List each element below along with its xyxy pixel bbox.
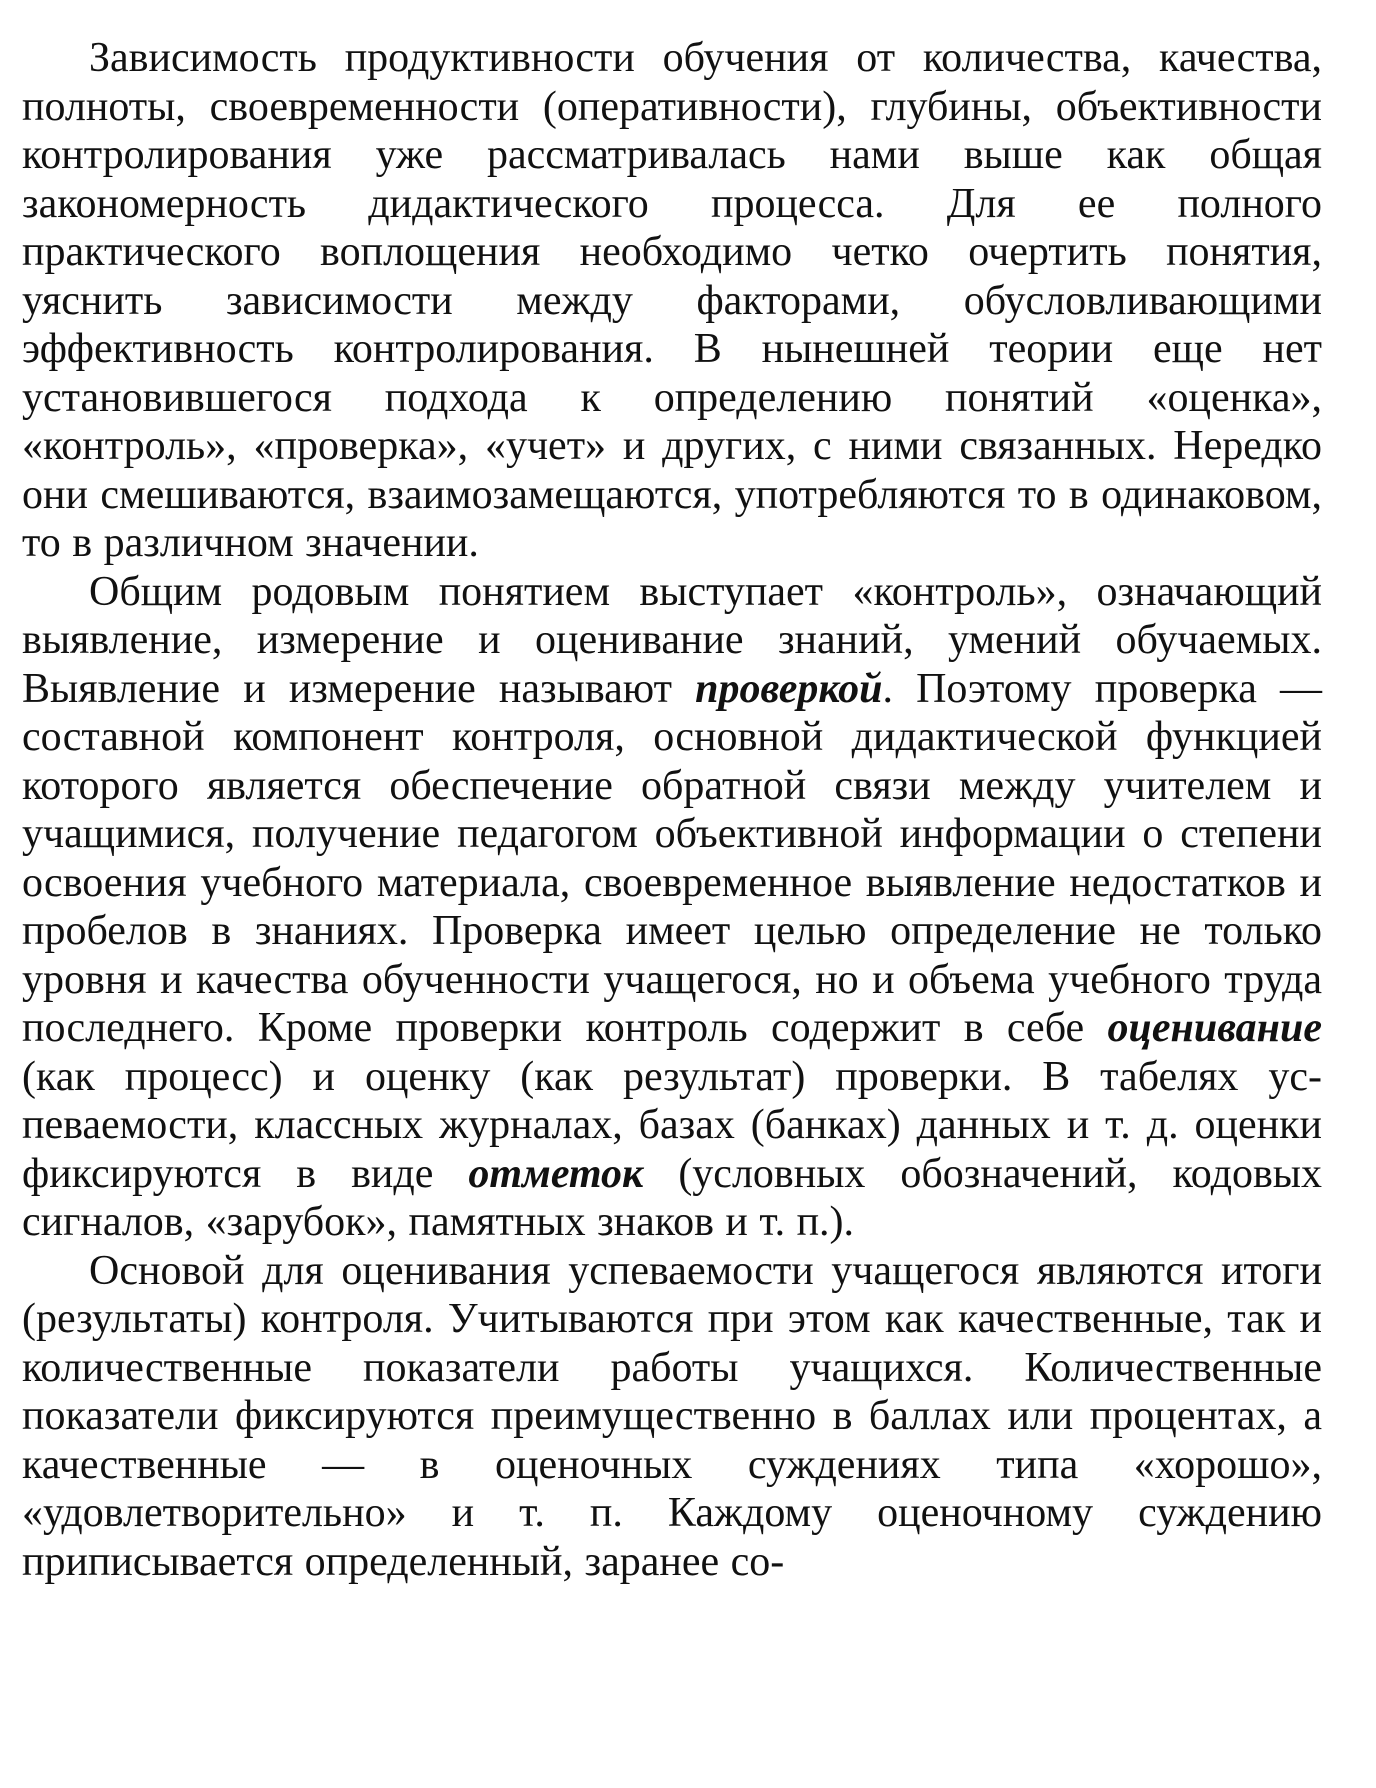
term-otmetok: отметок [468,1150,644,1197]
paragraph-2-text-a: Общим родовым понятием выступает «контроль», означающий выявление, измерение и оценивание знаний, умений обучаемых. Выявление и измерение называют [22,568,1322,712]
paragraph-3 [22,1247,1322,1587]
text-column [22,34,1322,1586]
term-otsenivanie: оценивание [1107,1005,1322,1051]
paragraph-1-text: Зависимость продуктивности обучения от количества, качества, полноты, своевременности (оперативности), глубины, объективности контролирования уже рассматривалась нами выше как общая закономерность дидактического процесса. Для ее полного практического воплощения необходимо четко очертить понятия, уяснить зависимости между факторами, обусловливающими эффективность контролирования. В нынешней теории еще нет установившегося подхода к определению понятий «оценка», «контроль», «проверка», «учет» и других, с ними связанных. Нередко они смешиваются, взаимозамещаются, употребляются то в одинаковом, то в различном значении. [22,35,1322,566]
paragraph-3-text: Основой для оценивания успеваемости учащегося являются итоги (результаты) контроля. Учитываются при этом как качественные, так и количественные показатели работы учащихся. Количественные показатели фиксируются преимущественно в баллах или процентах, а качественные — в оценочных суждениях типа «хорошо», «удовлетворительно» и т. п. Каждому оценочному суждению приписывается определенный, заранее со- [22,1247,1322,1585]
paragraph-2-text-c: (как процесс) и оценку (как результат) проверки. В табелях успеваемости, классных журналах, базах (банках) данных и т. д. оценки фиксируются в виде [22,1053,1322,1197]
paragraph-2-text-b: . Поэтому проверка — составной компонент контроля, основной дидактической функцией которого является обеспечение обратной связи между учителем и учащимися, получение педагогом объективной информации о степени освоения учебного материала, своевременное выявление недостатков и пробелов в знаниях. Проверка имеет целью определение не только уровня и качества обученности учащегося, но и объема учебного труда последнего. Кроме проверки контроль содержит в себе [22,665,1322,1051]
paragraph-1 [22,34,1322,568]
term-proverka: проверкой [695,665,883,712]
paragraph-2-text-d: (условных обозначений, кодовых сигналов, «зарубок», памятных знаков и т. п.). [22,1150,1322,1245]
paragraph-2 [22,568,1322,1247]
